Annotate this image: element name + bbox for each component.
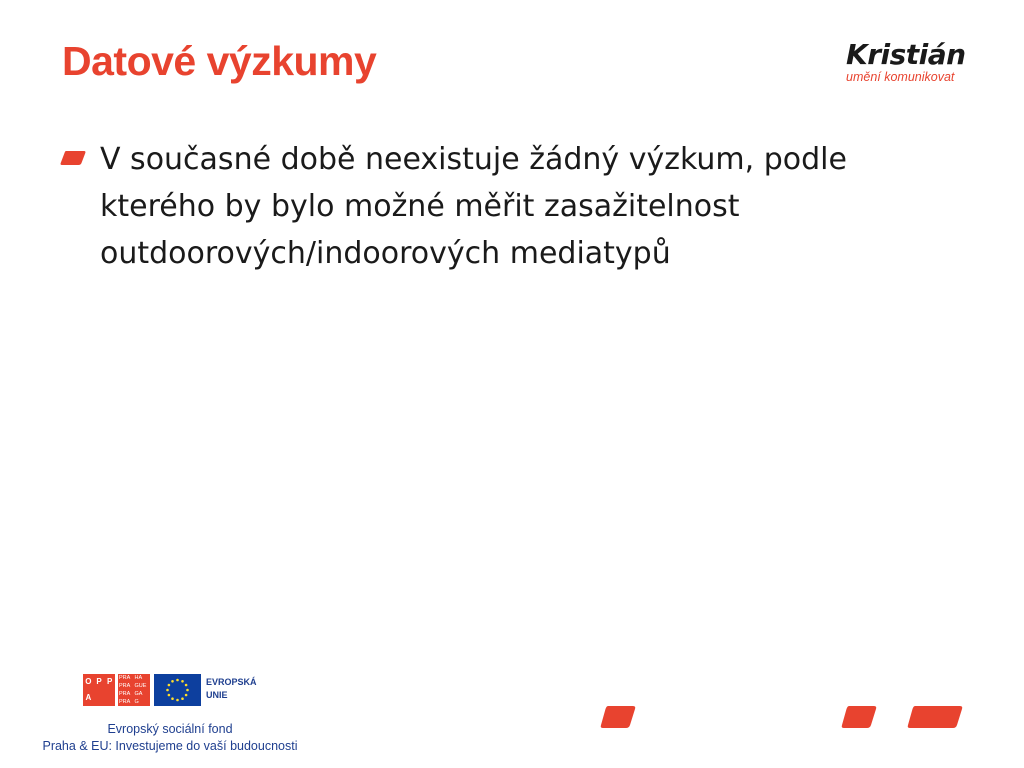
bullet-list <box>60 136 920 277</box>
logo-tagline: umění komunikovat <box>846 70 955 84</box>
praha-logo <box>118 674 150 706</box>
oppa-letter: O <box>85 677 92 686</box>
oppa-letter: P <box>96 677 102 686</box>
praha-cell: PRA <box>119 691 131 697</box>
funding-logos <box>83 674 257 706</box>
praha-cell: GA <box>134 691 143 697</box>
bullet-text: V současné době neexistuje žádný výzkum, podle kterého by bylo možné měřit zasažitelnost outdoorových/indoorových mediatypů <box>100 142 847 271</box>
praha-cell: HA <box>134 675 143 681</box>
eu-label-line1: EVROPSKÁ <box>206 677 257 687</box>
footer-line-1: Evropský sociální fond <box>107 722 233 736</box>
decorative-shape-icon <box>841 705 877 729</box>
eu-label-line2: UNIE <box>206 690 228 700</box>
oppa-logo <box>83 674 115 706</box>
decorative-shape-icon <box>907 705 963 729</box>
footer-text <box>20 721 320 755</box>
footer-line-2: Praha & EU: Investujeme do vaší budoucnosti <box>42 739 298 753</box>
logo-name: Kristián <box>846 38 966 71</box>
praha-cell: PRA <box>119 699 131 705</box>
kristian-logo <box>840 40 970 84</box>
slide-title: Datové výzkumy <box>62 38 377 84</box>
praha-cell: GUE <box>134 683 147 689</box>
oppa-letter: P <box>106 677 113 686</box>
bullet-item <box>60 136 920 277</box>
praha-cell: G <box>134 699 139 705</box>
bullet-marker-icon <box>60 150 86 166</box>
decorative-shape-icon <box>600 705 636 729</box>
eu-label <box>206 674 257 702</box>
eu-flag-icon <box>154 674 201 706</box>
praha-cell: PRA <box>119 683 131 689</box>
praha-cell: PRA <box>119 675 131 681</box>
oppa-letter: A <box>85 693 92 702</box>
